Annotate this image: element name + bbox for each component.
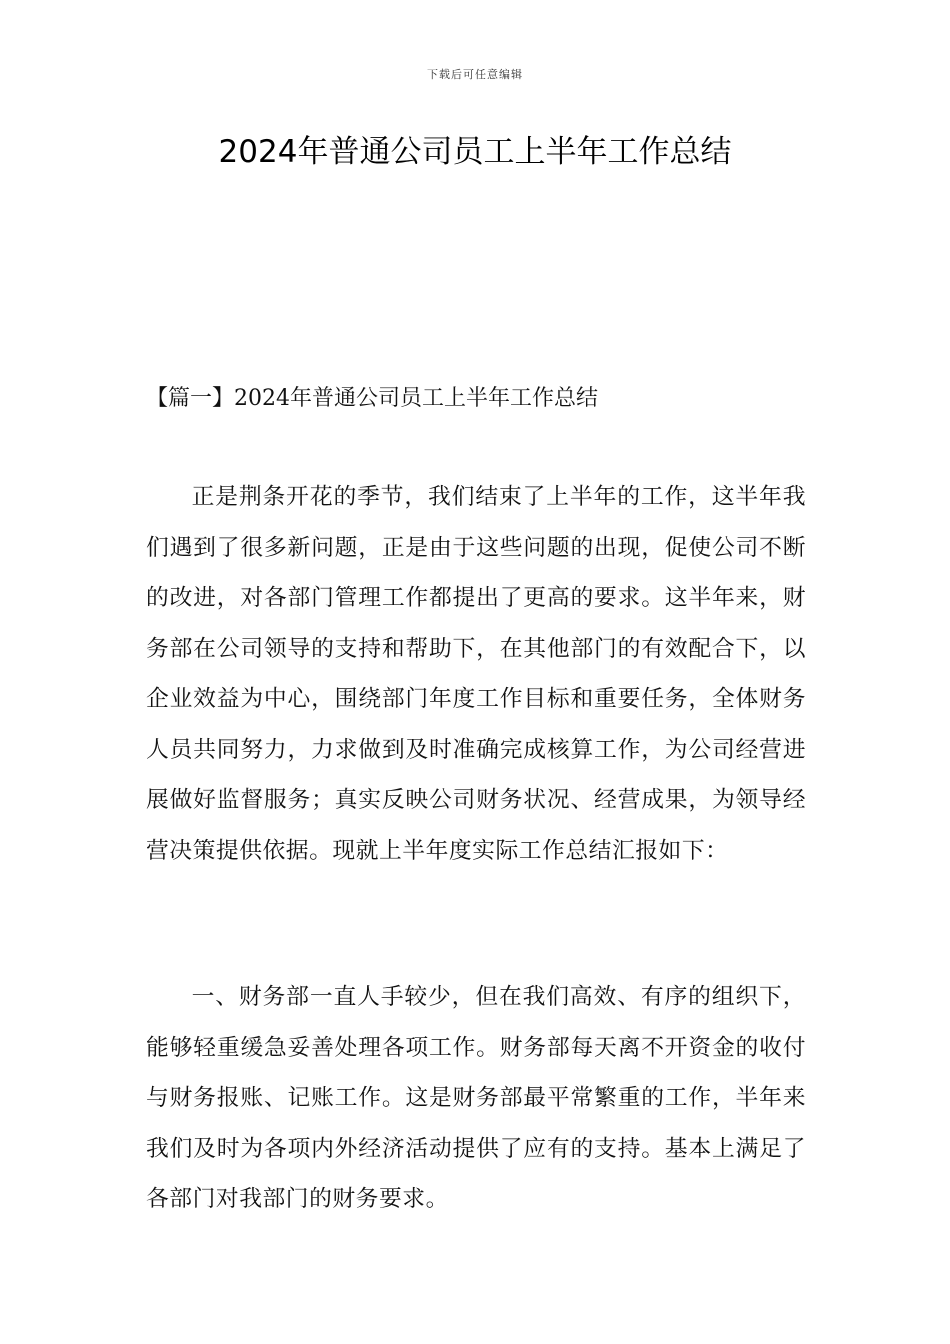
document-title: 2024年普通公司员工上半年工作总结 [218,134,732,170]
body-paragraph: 一、财务部一直人手较少，但在我们高效、有序的组织下，能够轻重缓急妥善处理各项工作。财务部每天离不开资金的收付与财务报账、记账工作。这是财务部最平常繁重的工作，半年来我们及时为各项内外经济活动提供了应有的支持。基本上满足了各部门对我部门的财务要求。 [146,984,806,1212]
body-paragraph: 正是荆条开花的季节，我们结束了上半年的工作，这半年我们遇到了很多新问题，正是由于这些问题的出现，促使公司不断的改进，对各部门管理工作都提出了更高的要求。这半年来，财务部在公司领导的支持和帮助下，在其他部门的有效配合下，以企业效益为中心，围绕部门年度工作目标和重要任务，全体财务人员共同努力，力求做到及时准确完成核算工作，为公司经营进展做好监督服务；真实反映公司财务状况、经营成果，为领导经营决策提供依据。现就上半年度实际工作总结汇报如下： [146,484,806,864]
section-heading: 【篇一】2024年普通公司员工上半年工作总结 [146,386,598,411]
header-note: 下载后可任意编辑 [427,68,523,81]
